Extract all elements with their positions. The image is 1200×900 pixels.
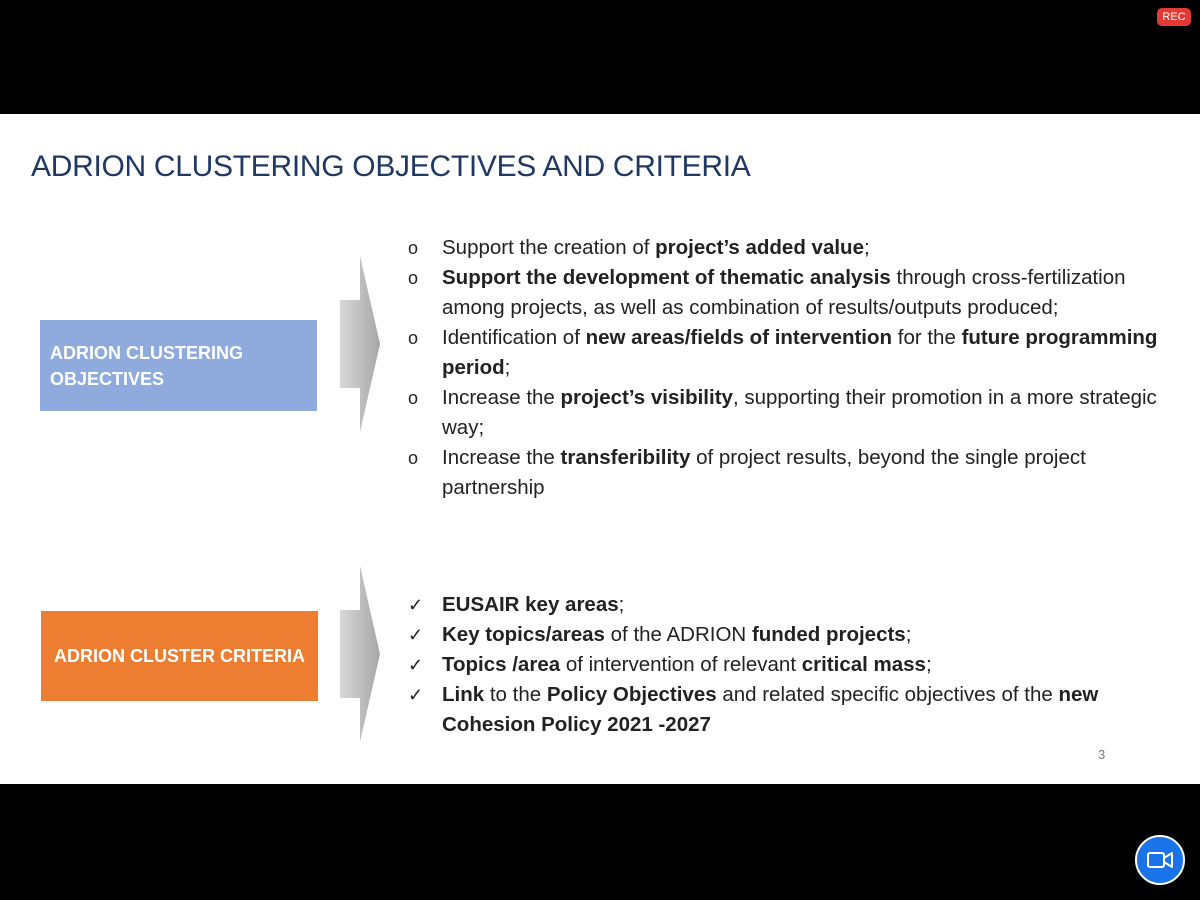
presentation-slide [0, 114, 1200, 784]
bold-text: future programming period [442, 326, 1158, 379]
circle-bullet-icon: o [408, 448, 419, 468]
text: through cross-fertilization among projects, as well as combination of results/outputs produced; [442, 266, 1126, 319]
text: ; [863, 236, 870, 259]
text: ; [905, 623, 912, 646]
circle-bullet-icon: o [408, 238, 419, 258]
text: ; [504, 356, 511, 379]
objectives-item [408, 443, 1168, 503]
criteria-item [408, 620, 1168, 650]
criteria-arrow-icon [340, 566, 380, 742]
criteria-label-box: ADRION CLUSTER CRITERIA [41, 611, 318, 701]
text: Identification of [442, 326, 586, 349]
text: Increase the [442, 446, 561, 469]
text: , supporting their promotion in a more strategic way; [442, 386, 1157, 439]
bold-text: project’s added value [655, 236, 864, 259]
checkmark-icon: ✓ [408, 655, 424, 675]
bold-text: project’s visibility [560, 386, 733, 409]
recording-badge: REC [1157, 8, 1191, 26]
objectives-item [408, 263, 1168, 323]
objectives-item [408, 323, 1168, 383]
bold-text: Policy Objectives [546, 683, 717, 706]
bold-text: Key topics/areas [442, 623, 605, 646]
text: to the [484, 683, 547, 706]
objectives-arrow-icon [340, 256, 380, 432]
page-number: 3 [1098, 747, 1106, 762]
text: Support the creation of [442, 236, 656, 259]
text: and related specific objectives of the [716, 683, 1059, 706]
bold-text: Topics /area [442, 653, 561, 676]
bold-text: funded projects [751, 623, 906, 646]
camera-button[interactable] [1135, 835, 1185, 885]
objectives-label-box: ADRION CLUSTERING OBJECTIVES [40, 320, 317, 411]
slide-title: ADRION CLUSTERING OBJECTIVES AND CRITERIA [31, 150, 751, 183]
criteria-list [408, 590, 1168, 740]
checkmark-icon: ✓ [408, 625, 424, 645]
circle-bullet-icon: o [408, 328, 419, 348]
criteria-item [408, 650, 1168, 680]
objectives-item [408, 383, 1168, 443]
checkmark-icon: ✓ [408, 595, 424, 615]
text: ; [925, 653, 932, 676]
circle-bullet-icon: o [408, 388, 419, 408]
video-camera-icon [1147, 851, 1173, 869]
bold-text: Link [442, 683, 485, 706]
bold-text: Support the development of thematic analysis [442, 266, 891, 289]
criteria-item [408, 590, 1168, 620]
text: of the ADRION [604, 623, 752, 646]
circle-bullet-icon: o [408, 268, 419, 288]
checkmark-icon: ✓ [408, 685, 424, 705]
criteria-item [408, 680, 1168, 740]
objectives-list [408, 233, 1168, 503]
bold-text: critical mass [801, 653, 926, 676]
text: of project results, beyond the single project partnership [442, 446, 1086, 499]
text: for the [892, 326, 962, 349]
objectives-item [408, 233, 1168, 263]
text: ; [618, 593, 625, 616]
bold-text: transferibility [560, 446, 691, 469]
text: of intervention of relevant [560, 653, 802, 676]
bold-text: new areas/fields of intervention [585, 326, 893, 349]
text: Increase the [442, 386, 561, 409]
bold-text: EUSAIR key areas [442, 593, 619, 616]
bold-text: new Cohesion Policy 2021 -2027 [442, 683, 1099, 736]
